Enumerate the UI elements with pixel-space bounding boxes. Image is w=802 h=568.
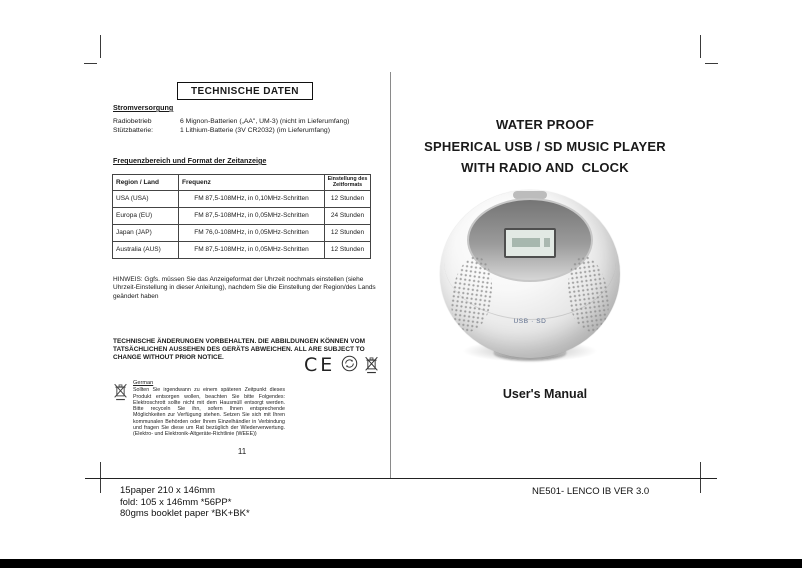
bottom-black-bar — [0, 559, 802, 568]
weee-text-column — [133, 380, 285, 438]
weee-bin-icon — [112, 380, 129, 401]
crop-mark-top-right — [700, 35, 701, 58]
table-row — [113, 241, 371, 258]
cell-frequenz: FM 87,5-108MHz, in 0,05MHz-Schritten — [179, 207, 325, 224]
weee-disposal-block — [112, 380, 288, 438]
device-illustration — [432, 188, 628, 366]
device-lcd-display — [504, 228, 556, 258]
users-manual-label: User's Manual — [502, 387, 588, 401]
ce-mark: CE — [304, 354, 336, 376]
table-header-row — [113, 175, 371, 191]
crop-mark-top-left — [100, 35, 101, 58]
cell-region: Europa (EU) — [113, 207, 179, 224]
print-spec-line-2: fold: 105 x 146mm *56PP* — [120, 496, 232, 508]
weee-disposal-text: Sollten Sie irgendwann zu einem späteren Zeitpunkt dieses Produkt entsorgen wollen, beachten Sie bitte Folgendes: Elektroschrott sollte nicht mit dem Hausmüll entsorgt werden. Bitte recyceln Sie ihn, sofern Ihnen entsprechende Möglichkeiten zur Verfügung stehen. Setzen Sie sich mit Ihren kommunalen Behörden oder Ihrem Einzelhändler in Verbindung und fragen Sie diese um Rat bezüglich der Wiederverwertung. (Elektro- und Elektronik-Altgeräte-Richtlinie (WEEE)) — [133, 387, 285, 438]
print-spec-line-3: 80gms booklet paper *BK+BK* — [120, 508, 250, 520]
recycle-circle-icon — [341, 355, 358, 372]
tech-data-title — [177, 82, 313, 100]
table-row — [113, 190, 371, 207]
frequency-table — [112, 174, 371, 259]
version-code: NE501- LENCO IB VER 3.0 — [532, 486, 650, 497]
spec-label: Stützbatterie: — [113, 126, 154, 134]
cell-frequenz: FM 87,5-108MHz, in 0,05MHz-Schritten — [179, 241, 325, 258]
weee-language-label: German — [133, 380, 154, 386]
spec-row-radio — [113, 118, 349, 127]
cover-title-line-2: SPHERICAL USB / SD MUSIC PLAYER — [424, 138, 666, 154]
spec-value: 6 Mignon-Batterien („AA", UM-3) (nicht im Lieferumfang) — [180, 118, 350, 125]
crop-mark-left — [84, 63, 97, 64]
cell-region: Australia (AUS) — [113, 241, 179, 258]
header-region: Region / Land — [113, 175, 179, 191]
device-usb-sd-label: USB · SD — [513, 318, 547, 325]
center-fold-line — [390, 72, 391, 478]
cell-region: Japan (JAP) — [113, 224, 179, 241]
print-spec — [120, 485, 250, 520]
certification-symbols — [304, 355, 379, 375]
cell-zeitformat: 12 Stunden — [325, 190, 371, 207]
cell-zeitformat: 12 Stunden — [325, 241, 371, 258]
cover-title-line-3: WITH RADIO AND CLOCK — [461, 160, 629, 175]
spec-row-backup — [113, 127, 349, 136]
cover-title-line-1: WATER PROOF — [495, 117, 594, 132]
spec-label: Radiobetrieb — [113, 118, 152, 125]
cell-frequenz: FM 87,5-108MHz, in 0,10MHz-Schritten — [179, 190, 325, 207]
crop-mark-right — [705, 63, 718, 64]
cell-zeitformat: 24 Stunden — [325, 207, 371, 224]
cell-region: USA (USA) — [113, 190, 179, 207]
weee-bin-icon — [364, 355, 379, 374]
hinweis-text: HINWEIS: Ggfs. müssen Sie das Anzeigeformat der Uhrzeit nochmals einstellen (siehe Uhrzeit-Einstellung in dieser Anleitung), nachdem Sie die Einstellung der Region/des Lands geändert haben — [113, 276, 376, 300]
header-zeitformat: Einstellung des Zeitformats — [325, 175, 371, 191]
power-spec-rows — [113, 118, 349, 135]
frequency-heading: Frequenzbereich und Format der Zeitanzeige — [113, 156, 267, 165]
table-row — [113, 224, 371, 241]
disclaimer-text: TECHNISCHE ÄNDERUNGEN VORBEHALTEN. DIE ABBILDUNGEN KÖNNEN VOM TATSÄCHLICHEN AUSSEHEN DES GERÄTS ABWEICHEN. ALL ARE SUBJECT TO CHANGE WITHOUT PRIOR NOTICE. — [113, 338, 366, 361]
page-number: 11 — [237, 447, 247, 456]
cell-zeitformat: 12 Stunden — [325, 224, 371, 241]
print-spec-line-1: 15paper 210 x 146mm — [120, 485, 216, 496]
footer-rule — [85, 478, 717, 479]
table-row — [113, 207, 371, 224]
cell-frequenz: FM 76,0-108MHz, in 0,05MHz-Schritten — [179, 224, 325, 241]
header-frequenz: Frequenz — [179, 175, 325, 191]
cover-title — [397, 114, 693, 179]
spec-value: 1 Lithium-Batterie (3V CR2032) (im Lieferumfang) — [180, 126, 330, 134]
power-heading: Stromversorgung — [113, 103, 174, 112]
device-sphere — [440, 190, 620, 358]
tech-data-title-text: TECHNISCHE DATEN — [191, 85, 299, 97]
